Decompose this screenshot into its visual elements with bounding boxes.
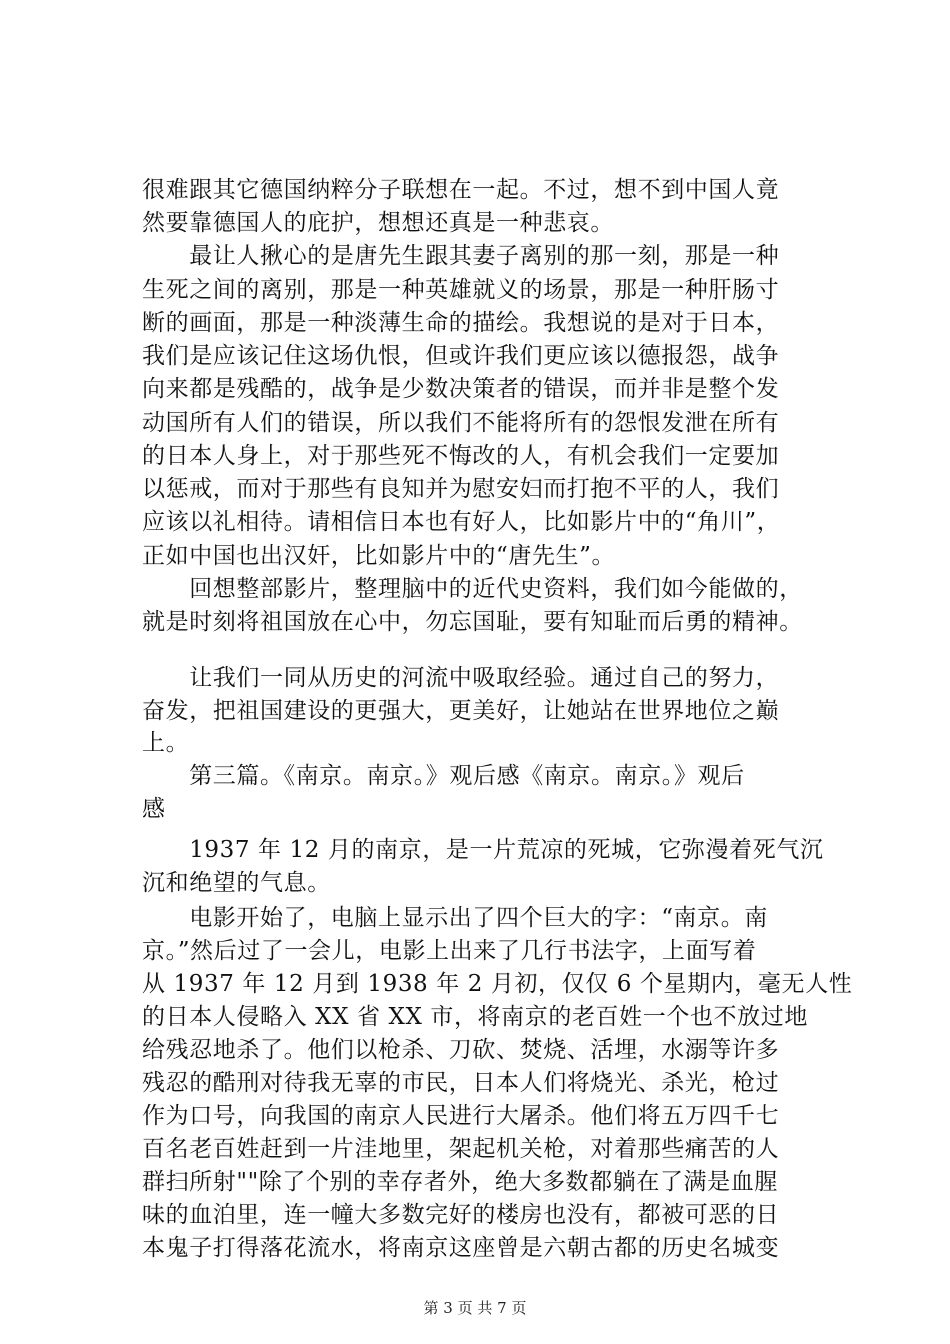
body-line-21: 沉和绝望的气息。 [142, 870, 331, 896]
body-line-32: 本鬼子打得落花流水，将南京这座曾是六朝古都的历史名城变 [142, 1235, 780, 1261]
body-line-30: 群扫所射""除了个别的幸存者外，绝大多数都躺在了满是血腥 [142, 1169, 778, 1195]
body-line-6: 我们是应该记住这场仇恨，但或许我们更应该以德报怨，战争 [142, 343, 780, 369]
body-line-18: 第三篇。《南京。南京。》观后感《南京。南京。》观后 [142, 763, 745, 789]
body-line-4: 生死之间的离别，那是一种英雄就义的场景，那是一种肝肠寸 [142, 277, 780, 303]
body-line-29: 百名老百姓赶到一片洼地里，架起机关枪，对着那些痛苦的人 [142, 1136, 780, 1162]
body-line-8: 动国所有人们的错误，所以我们不能将所有的怨恨发泄在所有 [142, 410, 780, 436]
body-line-16: 奋发，把祖国建设的更强大，更美好，让她站在世界地位之巅 [142, 698, 780, 724]
body-line-19: 感 [142, 796, 166, 822]
body-line-31: 味的血泊里，连一幢大多数完好的楼房也没有，都被可恶的日 [142, 1202, 780, 1228]
page-footer: 第 3 页 共 7 页 [423, 1299, 527, 1317]
body-line-28: 作为口号，向我国的南京人民进行大屠杀。他们将五万四千七 [142, 1103, 780, 1129]
body-line-27: 残忍的酷刑对待我无辜的市民，日本人们将烧光、杀光，枪过 [142, 1070, 780, 1096]
body-line-1: 很难跟其它德国纳粹分子联想在一起。不过，想不到中国人竟 [142, 177, 780, 203]
body-line-7: 向来都是残酷的，战争是少数决策者的错误，而并非是整个发 [142, 376, 780, 402]
body-line-3: 最让人揪心的是唐先生跟其妻子离别的那一刻，那是一种 [142, 243, 780, 269]
body-line-23: 京。”然后过了一会儿，电影上出来了几行书法字，上面写着 [142, 938, 757, 964]
body-line-26: 给残忍地杀了。他们以枪杀、刀砍、焚烧、活埋，水溺等许多 [142, 1037, 780, 1063]
body-line-13: 回想整部影片，整理脑中的近代史资料，我们如今能做的， [142, 576, 803, 602]
body-line-14: 就是时刻将祖国放在心中，勿忘国耻，要有知耻而后勇的精神。 [142, 609, 803, 635]
body-line-12: 正如中国也出汉奸，比如影片中的“唐先生”。 [142, 543, 616, 569]
body-line-5: 断的画面，那是一种淡薄生命的描绘。我想说的是对于日本， [142, 310, 780, 336]
body-line-2: 然要靠德国人的庇护，想想还真是一种悲哀。 [142, 210, 614, 236]
body-line-15: 让我们一同从历史的河流中吸取经验。通过自己的努力， [142, 665, 780, 691]
body-line-17: 上。 [142, 730, 190, 756]
body-line-11: 应该以礼相待。请相信日本也有好人，比如影片中的“角川”， [142, 509, 781, 535]
body-line-24: 从 1937 年 12 月到 1938 年 2 月初，仅仅 6 个星期内，毫无人性 [142, 971, 853, 997]
body-line-9: 的日本人身上，对于那些死不悔改的人，有机会我们一定要加 [142, 443, 780, 469]
body-line-25: 的日本人侵略入 XX 省 XX 市，将南京的老百姓一个也不放过地 [142, 1004, 808, 1030]
body-line-10: 以惩戒，而对于那些有良知并为慰安妇而打抱不平的人，我们 [142, 476, 780, 502]
body-line-22: 电影开始了，电脑上显示出了四个巨大的字：“南京。南 [142, 905, 768, 931]
body-line-20: 1937 年 12 月的南京，是一片荒凉的死城，它弥漫着死气沉 [142, 837, 824, 863]
